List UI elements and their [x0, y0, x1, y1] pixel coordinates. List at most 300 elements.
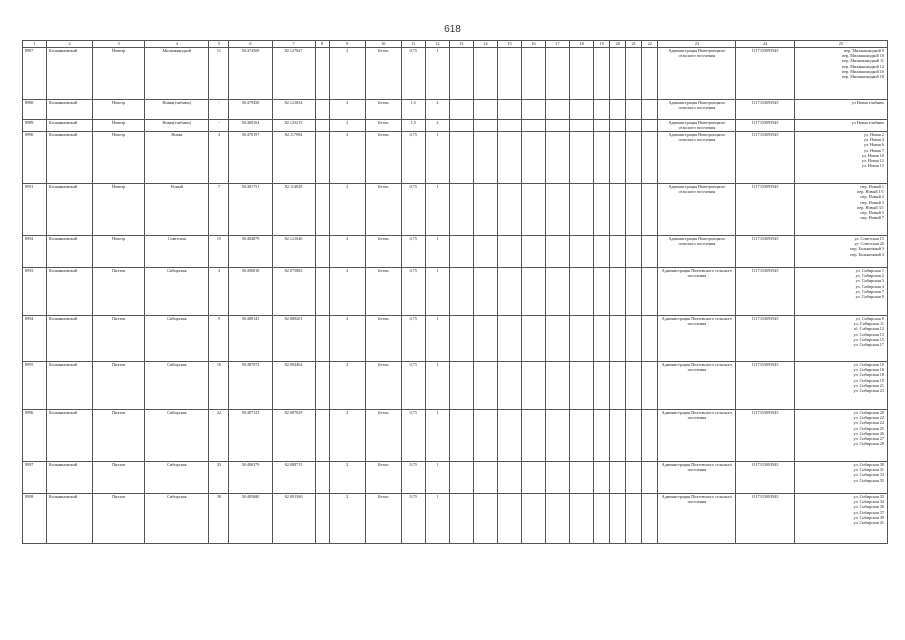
header-cell-3: 3 [93, 41, 145, 48]
cell-col-20 [610, 316, 626, 362]
cell-col-2: Колывановский [47, 268, 93, 316]
cell-col-19 [594, 236, 610, 268]
cell-col-13 [449, 132, 473, 184]
address-line: пер. Новый 1 [860, 184, 884, 189]
cell-col-25 [794, 184, 887, 236]
cell-col-23: Администрация Пихтовского сельского поселения [658, 410, 736, 462]
header-cell-4: 4 [145, 41, 209, 48]
cell-col-21 [626, 462, 642, 494]
cell-col-14 [473, 100, 497, 120]
cell-col-2: Колывановский [47, 132, 93, 184]
cell-col-7: 82.127847 [272, 48, 315, 100]
table-row [23, 100, 888, 120]
address-line: ул Новая елабнюх [851, 120, 884, 125]
cell-col-19 [594, 268, 610, 316]
header-cell-19: 19 [594, 41, 610, 48]
cell-col-2: Колывановский [47, 362, 93, 410]
cell-col-3: Новотр [93, 132, 145, 184]
cell-col-12: 2 [425, 100, 449, 120]
cell-col-19 [594, 100, 610, 120]
cell-col-5: - [209, 120, 229, 132]
address-line: ул. Сибирская 13 [853, 331, 884, 337]
cell-col-11: 0,75 [401, 494, 425, 544]
cell-col-7: 82.084464 [272, 362, 315, 410]
cell-col-11: 0,75 [401, 184, 425, 236]
cell-col-17 [546, 48, 570, 100]
cell-col-2: Колывановский [47, 184, 93, 236]
cell-col-15 [497, 362, 521, 410]
cell-col-23: Администрация Новотроицкого сельского поселения [658, 236, 736, 268]
cell-col-11: 1,5 [401, 120, 425, 132]
cell-col-10: Бетон [365, 462, 401, 494]
cell-col-24: 1117333093945 [736, 184, 794, 236]
cell-col-25 [794, 494, 887, 544]
cell-col-21 [626, 268, 642, 316]
cell-col-14 [473, 410, 497, 462]
cell-col-4: Новая [145, 132, 209, 184]
address-line: ул. Сибирская 41 [853, 520, 884, 526]
cell-col-10: Бетон [365, 410, 401, 462]
cell-col-11: 1,5 [401, 100, 425, 120]
cell-col-20 [610, 236, 626, 268]
cell-col-9: 2 [329, 236, 365, 268]
cell-col-15 [497, 462, 521, 494]
cell-col-22 [642, 120, 658, 132]
cell-col-8 [315, 132, 329, 184]
cell-col-5: 38 [209, 494, 229, 544]
address-line: пер. Миланкинздкой 10 [841, 53, 884, 59]
cell-col-12: 1 [425, 316, 449, 362]
cell-col-9: 2 [329, 184, 365, 236]
cell-col-4: Новый [145, 184, 209, 236]
cell-col-24: 1117333093945 [736, 316, 794, 362]
cell-col-21 [626, 494, 642, 544]
cell-col-12: 1 [425, 184, 449, 236]
cell-col-6: 58.474309 [229, 48, 272, 100]
address-line: ул. Сибирская 32 [853, 494, 884, 499]
address-line: пер. Новый 1/1 [857, 189, 884, 195]
cell-col-20 [610, 132, 626, 184]
cell-col-5: 15 [209, 236, 229, 268]
cell-col-1: 8998 [23, 494, 47, 544]
address-line: ул. Сибирская 22 [853, 415, 884, 421]
address-line: ул. Сибирская 15 [853, 336, 884, 342]
address-line: ул. Сибирская 4 [855, 283, 884, 289]
cell-col-4: Сибирская [145, 268, 209, 316]
header-cell-18: 18 [570, 41, 594, 48]
cell-col-16 [522, 236, 546, 268]
cell-col-21 [626, 132, 642, 184]
cell-col-25 [794, 132, 887, 184]
address-line: ул. Сибирская 31 [853, 467, 884, 473]
cell-col-10: Бетон [365, 120, 401, 132]
cell-col-2: Колывановский [47, 462, 93, 494]
cell-col-24: 1117333093945 [736, 48, 794, 100]
cell-col-13 [449, 100, 473, 120]
cell-col-17 [546, 184, 570, 236]
cell-col-14 [473, 184, 497, 236]
cell-col-10: Бетон [365, 100, 401, 120]
cell-col-25 [794, 100, 887, 120]
address-line: ул. Сибирская 19 [853, 377, 884, 383]
cell-col-22 [642, 236, 658, 268]
cell-col-9: 2 [329, 120, 365, 132]
cell-col-14 [473, 362, 497, 410]
cell-col-3: Новотр [93, 100, 145, 120]
cell-col-16 [522, 184, 546, 236]
address-line: пер. Больничный 3 [850, 246, 884, 252]
cell-col-8 [315, 410, 329, 462]
cell-col-14 [473, 494, 497, 544]
cell-col-1: 8990 [23, 132, 47, 184]
cell-col-5: 16 [209, 362, 229, 410]
cell-col-1: 8988 [23, 100, 47, 120]
cell-col-15 [497, 132, 521, 184]
address-line: ул. Сибирская 39 [853, 514, 884, 520]
cell-col-13 [449, 316, 473, 362]
address-line: ул. Сибирская 29 [853, 441, 884, 447]
address-line: ул. Новая 10 [861, 152, 884, 158]
address-line: пер. Миланкинздкой 12 [841, 63, 884, 69]
address-line: ул. Сибирская 24 [853, 420, 884, 426]
cell-col-3: Новотр [93, 48, 145, 100]
cell-col-16 [522, 268, 546, 316]
cell-col-17 [546, 236, 570, 268]
cell-col-12: 1 [425, 268, 449, 316]
cell-col-25 [794, 316, 887, 362]
cell-col-22 [642, 494, 658, 544]
cell-col-23: Администрация Новотроицкого сельского поселения [658, 132, 736, 184]
cell-col-9: 2 [329, 462, 365, 494]
cell-col-19 [594, 120, 610, 132]
header-cell-14: 14 [473, 41, 497, 48]
address-line: пер. Новый 7 [860, 215, 884, 221]
cell-col-6: 58.490818 [229, 268, 272, 316]
cell-col-6: 58.480104 [229, 120, 272, 132]
cell-col-21 [626, 184, 642, 236]
cell-col-15 [497, 494, 521, 544]
cell-col-9: 2 [329, 268, 365, 316]
cell-col-23: Администрация Пихтовского сельского поселения [658, 462, 736, 494]
cell-col-11: 0,75 [401, 462, 425, 494]
cell-col-14 [473, 236, 497, 268]
cell-col-24: 1117333093945 [736, 236, 794, 268]
cell-col-25 [794, 48, 887, 100]
cell-col-9: 2 [329, 100, 365, 120]
cell-col-23: Администрация Пихтовского сельского поселения [658, 494, 736, 544]
address-line: ул. Сибирская 2 [855, 273, 884, 279]
header-cell-6: 6 [229, 41, 272, 48]
cell-col-17 [546, 494, 570, 544]
header-cell-7: 7 [272, 41, 315, 48]
address-line: ул Новая елабнюх [851, 100, 884, 105]
cell-col-12: 1 [425, 494, 449, 544]
cell-col-22 [642, 316, 658, 362]
cell-col-10: Бетон [365, 184, 401, 236]
cell-col-8 [315, 236, 329, 268]
cell-col-18 [570, 184, 594, 236]
cell-col-15 [497, 410, 521, 462]
cell-col-11: 0,75 [401, 132, 425, 184]
table-row [23, 316, 888, 362]
cell-col-8 [315, 184, 329, 236]
cell-col-8 [315, 362, 329, 410]
header-cell-21: 21 [626, 41, 642, 48]
cell-col-23: Администрация Пихтовского сельского поселения [658, 268, 736, 316]
cell-col-5: 11 [209, 48, 229, 100]
address-line: ул. Сибирская 21 [853, 382, 884, 388]
cell-col-6: 58.478197 [229, 132, 272, 184]
cell-col-13 [449, 184, 473, 236]
cell-col-14 [473, 132, 497, 184]
cell-col-16 [522, 462, 546, 494]
cell-col-10: Бетон [365, 132, 401, 184]
cell-col-11: 0,75 [401, 410, 425, 462]
table-row [23, 410, 888, 462]
cell-col-22 [642, 462, 658, 494]
cell-col-10: Бетон [365, 494, 401, 544]
table-row [23, 184, 888, 236]
cell-col-7: 82.087029 [272, 410, 315, 462]
cell-col-8 [315, 120, 329, 132]
cell-col-12: 1 [425, 132, 449, 184]
cell-col-25 [794, 120, 887, 132]
cell-col-19 [594, 316, 610, 362]
cell-col-2: Колывановский [47, 236, 93, 268]
address-line: ул. Сибирская 17 [853, 342, 884, 348]
cell-col-25 [794, 410, 887, 462]
page-number: 618 [444, 24, 461, 35]
cell-col-22 [642, 184, 658, 236]
cell-col-12: 1 [425, 362, 449, 410]
cell-col-20 [610, 268, 626, 316]
cell-col-22 [642, 268, 658, 316]
cell-col-21 [626, 48, 642, 100]
cell-col-16 [522, 410, 546, 462]
cell-col-19 [594, 410, 610, 462]
header-cell-11: 11 [401, 41, 425, 48]
cell-col-18 [570, 100, 594, 120]
cell-col-25 [794, 362, 887, 410]
cell-col-17 [546, 316, 570, 362]
cell-col-3: Пихтов [93, 462, 145, 494]
address-line: ул. Сибирская 37 [853, 509, 884, 515]
cell-col-4: Миланкинздкой [145, 48, 209, 100]
cell-col-15 [497, 316, 521, 362]
cell-col-17 [546, 100, 570, 120]
cell-col-21 [626, 236, 642, 268]
cell-col-1: 8994 [23, 316, 47, 362]
cell-col-20 [610, 184, 626, 236]
cell-col-18 [570, 410, 594, 462]
cell-col-8 [315, 100, 329, 120]
address-line: ул. Сибирская 3 [855, 278, 884, 284]
address-line: пер. Новый 2 [860, 194, 884, 200]
cell-col-1: 8993 [23, 268, 47, 316]
cell-col-18 [570, 236, 594, 268]
cell-col-11: 0,75 [401, 362, 425, 410]
cell-col-12: 1 [425, 236, 449, 268]
cell-col-24: 1117333093945 [736, 410, 794, 462]
cell-col-8 [315, 48, 329, 100]
cell-col-6: 58.485680 [229, 494, 272, 544]
cell-col-8 [315, 494, 329, 544]
address-line: ул. Новая 15 [861, 163, 884, 169]
cell-col-17 [546, 462, 570, 494]
address-line: ул. Сибирская 16 [853, 367, 884, 373]
address-line: ул. Сибирская 25 [853, 425, 884, 431]
cell-col-8 [315, 316, 329, 362]
table-body [23, 48, 888, 544]
cell-col-15 [497, 236, 521, 268]
header-cell-5: 5 [209, 41, 229, 48]
cell-col-16 [522, 48, 546, 100]
header-cell-2: 2 [47, 41, 93, 48]
cell-col-4: Сибирская [145, 462, 209, 494]
address-line: ул. Новая 6 [863, 142, 884, 148]
address-line: пер. Новый 3/1 [857, 204, 884, 210]
address-line: ул. Советская 15 [854, 236, 884, 241]
table-row [23, 236, 888, 268]
cell-col-24: 1117333093945 [736, 462, 794, 494]
cell-col-23: Администрация Пихтовского сельского поселения [658, 362, 736, 410]
cell-col-6: 58.486379 [229, 462, 272, 494]
cell-col-15 [497, 100, 521, 120]
cell-col-21 [626, 410, 642, 462]
cell-col-4: Сибирская [145, 362, 209, 410]
cell-col-1: 8997 [23, 462, 47, 494]
cell-col-3: Пихтов [93, 494, 145, 544]
cell-col-21 [626, 120, 642, 132]
address-line: ул. Сибирская 33 [853, 472, 884, 478]
cell-col-23: Администрация Новотроицкого сельского поселения [658, 48, 736, 100]
cell-col-17 [546, 362, 570, 410]
cell-col-18 [570, 462, 594, 494]
cell-col-20 [610, 494, 626, 544]
cell-col-14 [473, 268, 497, 316]
address-line: пер. Миланкинздкой 18 [841, 74, 884, 80]
cell-col-6: 58.484879 [229, 236, 272, 268]
cell-col-24: 1117333093945 [736, 120, 794, 132]
address-line: ул. Советская 20 [854, 241, 884, 247]
cell-col-16 [522, 362, 546, 410]
cell-col-14 [473, 48, 497, 100]
cell-col-13 [449, 494, 473, 544]
header-cell-13: 13 [449, 41, 473, 48]
cell-col-14 [473, 316, 497, 362]
cell-col-9: 2 [329, 410, 365, 462]
cell-col-15 [497, 268, 521, 316]
cell-col-10: Бетон [365, 48, 401, 100]
cell-col-2: Колывановский [47, 48, 93, 100]
cell-col-1: 8991 [23, 184, 47, 236]
cell-col-21 [626, 100, 642, 120]
cell-col-11: 0,75 [401, 268, 425, 316]
cell-col-12: 2 [425, 120, 449, 132]
cell-col-5: 33 [209, 462, 229, 494]
cell-col-13 [449, 410, 473, 462]
cell-col-16 [522, 316, 546, 362]
cell-col-11: 0,75 [401, 48, 425, 100]
cell-col-10: Бетон [365, 268, 401, 316]
header-cell-25: 25 [794, 41, 887, 48]
cell-col-23: Администрация Новотроицкого сельского поселения [658, 184, 736, 236]
cell-col-7: 82.080201 [272, 316, 315, 362]
address-line: пер. Миланкинздкой 11 [842, 58, 884, 64]
cell-col-15 [497, 120, 521, 132]
table-row [23, 268, 888, 316]
cell-col-17 [546, 120, 570, 132]
address-line: пер. Миланкинздкой 16 [841, 68, 884, 74]
cell-col-23: Администрация Пихтовского сельского поселения [658, 316, 736, 362]
table-row [23, 48, 888, 100]
header-row [23, 41, 888, 48]
cell-col-8 [315, 268, 329, 316]
cell-col-6: 58.481751 [229, 184, 272, 236]
cell-col-9: 2 [329, 48, 365, 100]
cell-col-22 [642, 410, 658, 462]
cell-col-20 [610, 120, 626, 132]
cell-col-9: 2 [329, 494, 365, 544]
address-line: пер. Новый 3 [860, 199, 884, 205]
cell-col-19 [594, 184, 610, 236]
cell-col-24: 1117333093945 [736, 494, 794, 544]
cell-col-15 [497, 184, 521, 236]
cell-col-12: 1 [425, 410, 449, 462]
address-line: ул. Сибирская 8 [855, 316, 884, 321]
address-line: ул. Сибирская 20 [853, 410, 884, 415]
cell-col-5: 4 [209, 268, 229, 316]
cell-col-24: 1117333093945 [736, 268, 794, 316]
cell-col-2: Колывановский [47, 316, 93, 362]
cell-col-16 [522, 132, 546, 184]
address-line: ул. Сибирская 36 [853, 504, 884, 510]
header-cell-15: 15 [497, 41, 521, 48]
cell-col-18 [570, 268, 594, 316]
cell-col-18 [570, 316, 594, 362]
cell-col-7: 82.114820 [272, 184, 315, 236]
cell-col-24: 1117333093945 [736, 132, 794, 184]
cell-col-20 [610, 100, 626, 120]
cell-col-1: 8996 [23, 410, 47, 462]
cell-col-7: 82.125215 [272, 120, 315, 132]
cell-col-19 [594, 132, 610, 184]
cell-col-1: 8989 [23, 120, 47, 132]
address-line: ул. Новая 4 [863, 137, 884, 143]
cell-col-10: Бетон [365, 236, 401, 268]
cell-col-3: Пихтов [93, 268, 145, 316]
cell-col-17 [546, 132, 570, 184]
cell-col-17 [546, 410, 570, 462]
cell-col-25 [794, 236, 887, 268]
cell-col-24: 1117333093945 [736, 100, 794, 120]
table-row [23, 494, 888, 544]
address-line: ул. Сибирская 9 [855, 294, 884, 300]
cell-col-12: 1 [425, 48, 449, 100]
cell-col-5: 22 [209, 410, 229, 462]
cell-col-7: 82.121834 [272, 100, 315, 120]
address-line: пер. Больничный 4 [850, 251, 884, 257]
cell-col-18 [570, 48, 594, 100]
address-line: ул. Сибирская 35 [853, 477, 884, 483]
cell-col-19 [594, 462, 610, 494]
address-line: пер. Новый 5 [860, 210, 884, 216]
cell-col-8 [315, 462, 329, 494]
address-line: ул. Сибирская 1 [855, 268, 884, 273]
cell-col-16 [522, 100, 546, 120]
cell-col-13 [449, 462, 473, 494]
cell-col-5: - [209, 100, 229, 120]
